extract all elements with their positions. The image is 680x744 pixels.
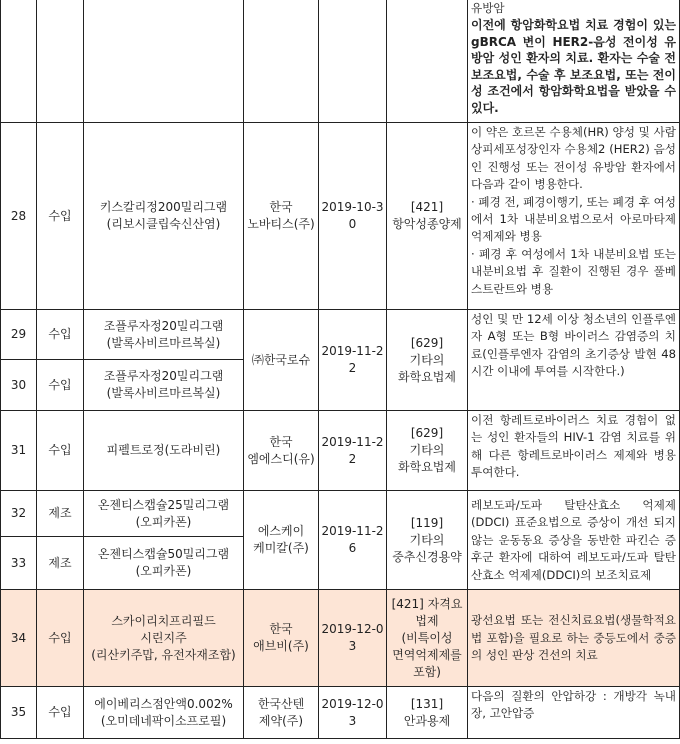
cell-type: 수입	[37, 310, 84, 360]
cell-class	[387, 310, 468, 411]
product-name: 온젠티스캡슐50밀리그램	[97, 547, 230, 561]
cell-type: 제조	[37, 491, 84, 537]
class-line: 포함)	[413, 664, 441, 679]
cell-company	[244, 687, 319, 739]
cell-date	[319, 411, 387, 491]
date-line: 3	[348, 713, 357, 728]
table-row	[1, 123, 680, 310]
date-line: 2	[348, 361, 357, 375]
cell-class	[387, 590, 468, 687]
cell-date	[319, 123, 387, 310]
product-ingredient: (오피카폰)	[135, 514, 192, 529]
cell-no: 34	[1, 590, 37, 687]
date-line: 3	[348, 639, 357, 653]
class-line: [421]	[410, 200, 444, 214]
table-row-highlighted	[1, 590, 680, 687]
cell-company	[244, 491, 319, 590]
cell-type: 수입	[37, 590, 84, 687]
date-line: 2019-12-0	[321, 696, 384, 711]
cell-indication: 광선요법 또는 전신치료요법(생물학적요법 포함)을 필요로 하는 중등도에서 중증의 성인 판상 건선의 치료	[468, 590, 680, 687]
company-line: 엠에스디(유)	[247, 451, 315, 466]
cell-product	[84, 491, 244, 537]
cell-product	[84, 360, 244, 411]
company-line: ㈜한국로슈	[251, 352, 311, 367]
company-line: 에스케이	[257, 524, 305, 538]
date-line: 2019-12-0	[321, 622, 384, 636]
class-line: 법제	[415, 613, 439, 628]
cell-date	[319, 687, 387, 739]
product-name: 조플루자정20밀리그램	[103, 369, 224, 383]
cell-company	[244, 123, 319, 310]
company-line: 한국	[269, 622, 293, 636]
cell-company	[244, 0, 319, 123]
cell-date	[319, 590, 387, 687]
cell-type: 수입	[37, 360, 84, 411]
cell-no: 29	[1, 310, 37, 360]
cell-company	[244, 411, 319, 491]
date-line: 6	[348, 541, 357, 555]
class-line: 기타의	[409, 352, 445, 367]
cell-no: 32	[1, 491, 37, 537]
class-line: [131]	[410, 696, 444, 711]
table-row	[1, 491, 680, 537]
cell-product	[84, 687, 244, 739]
product-name: 온젠티스캡슐25밀리그램	[97, 497, 230, 512]
cell-indication: 성인 및 만 12세 이상 청소년의 인플루엔자 A형 또는 B형 바이러스 감염증의 치료(인플루엔자 감염의 초기증상 발현 48시간 이내에 투여를 시작한다.)	[468, 310, 680, 411]
cell-date	[319, 491, 387, 590]
date-line: 2019-10-3	[321, 200, 384, 214]
cell-date	[319, 0, 387, 123]
cell-class	[387, 0, 468, 123]
table-row	[1, 310, 680, 360]
product-name: 스카이리치프리필드	[111, 613, 216, 628]
cell-indication: 레보도파/도파 탈탄산효소 억제제(DDCI) 표준요법으로 증상이 개선 되지 않는 운동동요 증상을 동반한 파킨슨 증후군 환자에 대하여 레보도파/도파 탈탄산효소 억제제(DDCI)의 보조치료제	[468, 491, 680, 590]
product-ingredient: (발록사비르마르복실)	[106, 386, 221, 400]
table-row-continuation	[1, 0, 680, 123]
class-line: 안과용제	[403, 713, 451, 728]
cell-indication: 다음의 질환의 안압하강 : 개방각 녹내장, 고안압증	[468, 687, 680, 739]
date-line: 2019-11-2	[321, 344, 384, 358]
class-line: [629]	[410, 335, 444, 350]
company-line: 한국	[269, 434, 293, 449]
class-line: [629]	[410, 426, 444, 440]
product-ingredient: (리산키주맙, 유전자재조합)	[91, 647, 236, 662]
cell-company	[244, 310, 319, 411]
cell-no: 35	[1, 687, 37, 739]
date-line: 0	[348, 217, 357, 231]
class-line: [421] 자격요	[391, 596, 463, 611]
product-name: 피펠트로정(도라비린)	[106, 443, 221, 457]
indication-lead: 유방암	[471, 1, 505, 15]
cell-no: 31	[1, 411, 37, 491]
table-row	[1, 687, 680, 739]
product-ingredient: (오피카폰)	[135, 564, 192, 578]
product-ingredient: (리보시클립숙신산염)	[106, 217, 221, 231]
cell-no: 33	[1, 537, 37, 590]
cell-type: 수입	[37, 411, 84, 491]
class-line: 기타의	[409, 532, 445, 547]
company-line: 제약(주)	[258, 713, 304, 728]
table-row	[1, 411, 680, 491]
cell-no: 28	[1, 123, 37, 310]
cell-product	[84, 537, 244, 590]
date-line: 2019-11-2	[321, 434, 384, 449]
company-line: 애브비(주)	[253, 639, 309, 653]
company-line: 노바티스(주)	[247, 217, 315, 231]
company-line: 한국	[269, 200, 293, 214]
product-name: 에이베리스점안액0.002%	[94, 696, 233, 711]
company-line: 한국산텐	[257, 696, 305, 711]
product-name: 시린지주	[140, 630, 187, 645]
product-name: 키스칼리정200밀리그램	[99, 200, 228, 214]
cell-type: 수입	[37, 123, 84, 310]
class-line: 기타의	[409, 443, 445, 457]
cell-type: 제조	[37, 537, 84, 590]
cell-indication: 이 약은 호르몬 수용체(HR) 양성 및 사람 상피세포성장인자 수용체2 (HER2) 음성인 진행성 또는 전이성 유방암 환자에서 다음과 같이 병용한다. · 폐경 전, 폐경이행기, 또는 폐경 후 여성에서 1차 내분비요법으로서 아로마타제 억제제와 병용 · 폐경 후 여성에서 1차 내분비요법 또는 내분비요법 후 질환이 진행된 경우 풀베스트란트와 병용	[468, 123, 680, 310]
class-line: 화학요법제	[398, 460, 456, 474]
cell-date	[319, 310, 387, 411]
class-line: (비특이성	[401, 630, 453, 645]
cell-type	[37, 0, 84, 123]
product-ingredient: (오미데네팍이소프로필)	[100, 713, 227, 728]
class-line: 화학요법제	[398, 369, 456, 384]
cell-type: 수입	[37, 687, 84, 739]
cell-class	[387, 411, 468, 491]
cell-product	[84, 310, 244, 360]
cell-no	[1, 0, 37, 123]
product-ingredient: (발록사비르마르복실)	[106, 335, 221, 350]
indication-bold-text: 이전에 항암화학요법 치료 경험이 있는 gBRCA 변이 HER2-음성 전이성 유방암 성인 환자의 치료. 환자는 수술 전 보조요법, 수술 후 보조요법, 또는 전이성 조건에서 항암화학요법을 받았을 수 있다.	[471, 18, 676, 115]
cell-product	[84, 590, 244, 687]
date-line: 2	[348, 451, 357, 466]
cell-product	[84, 123, 244, 310]
cell-class	[387, 687, 468, 739]
company-line: 케미칼(주)	[253, 541, 309, 555]
cell-indication	[468, 0, 680, 123]
cell-no: 30	[1, 360, 37, 411]
class-line: 면역억제제를	[392, 647, 462, 662]
cell-company	[244, 590, 319, 687]
cell-product	[84, 411, 244, 491]
cell-product	[84, 0, 244, 123]
date-line: 2019-11-2	[321, 524, 384, 538]
class-line: [119]	[410, 515, 444, 530]
cell-class	[387, 123, 468, 310]
cell-indication: 이전 항레트로바이러스 치료 경험이 없는 성인 환자들의 HIV-1 감염 치료를 위해 다른 항레트로바이러스 제제와 병용투여한다.	[468, 411, 680, 491]
class-line: 중추신경용약	[392, 549, 462, 564]
class-line: 항악성종양제	[392, 217, 462, 231]
cell-class	[387, 491, 468, 590]
product-name: 조플루자정20밀리그램	[103, 318, 224, 333]
